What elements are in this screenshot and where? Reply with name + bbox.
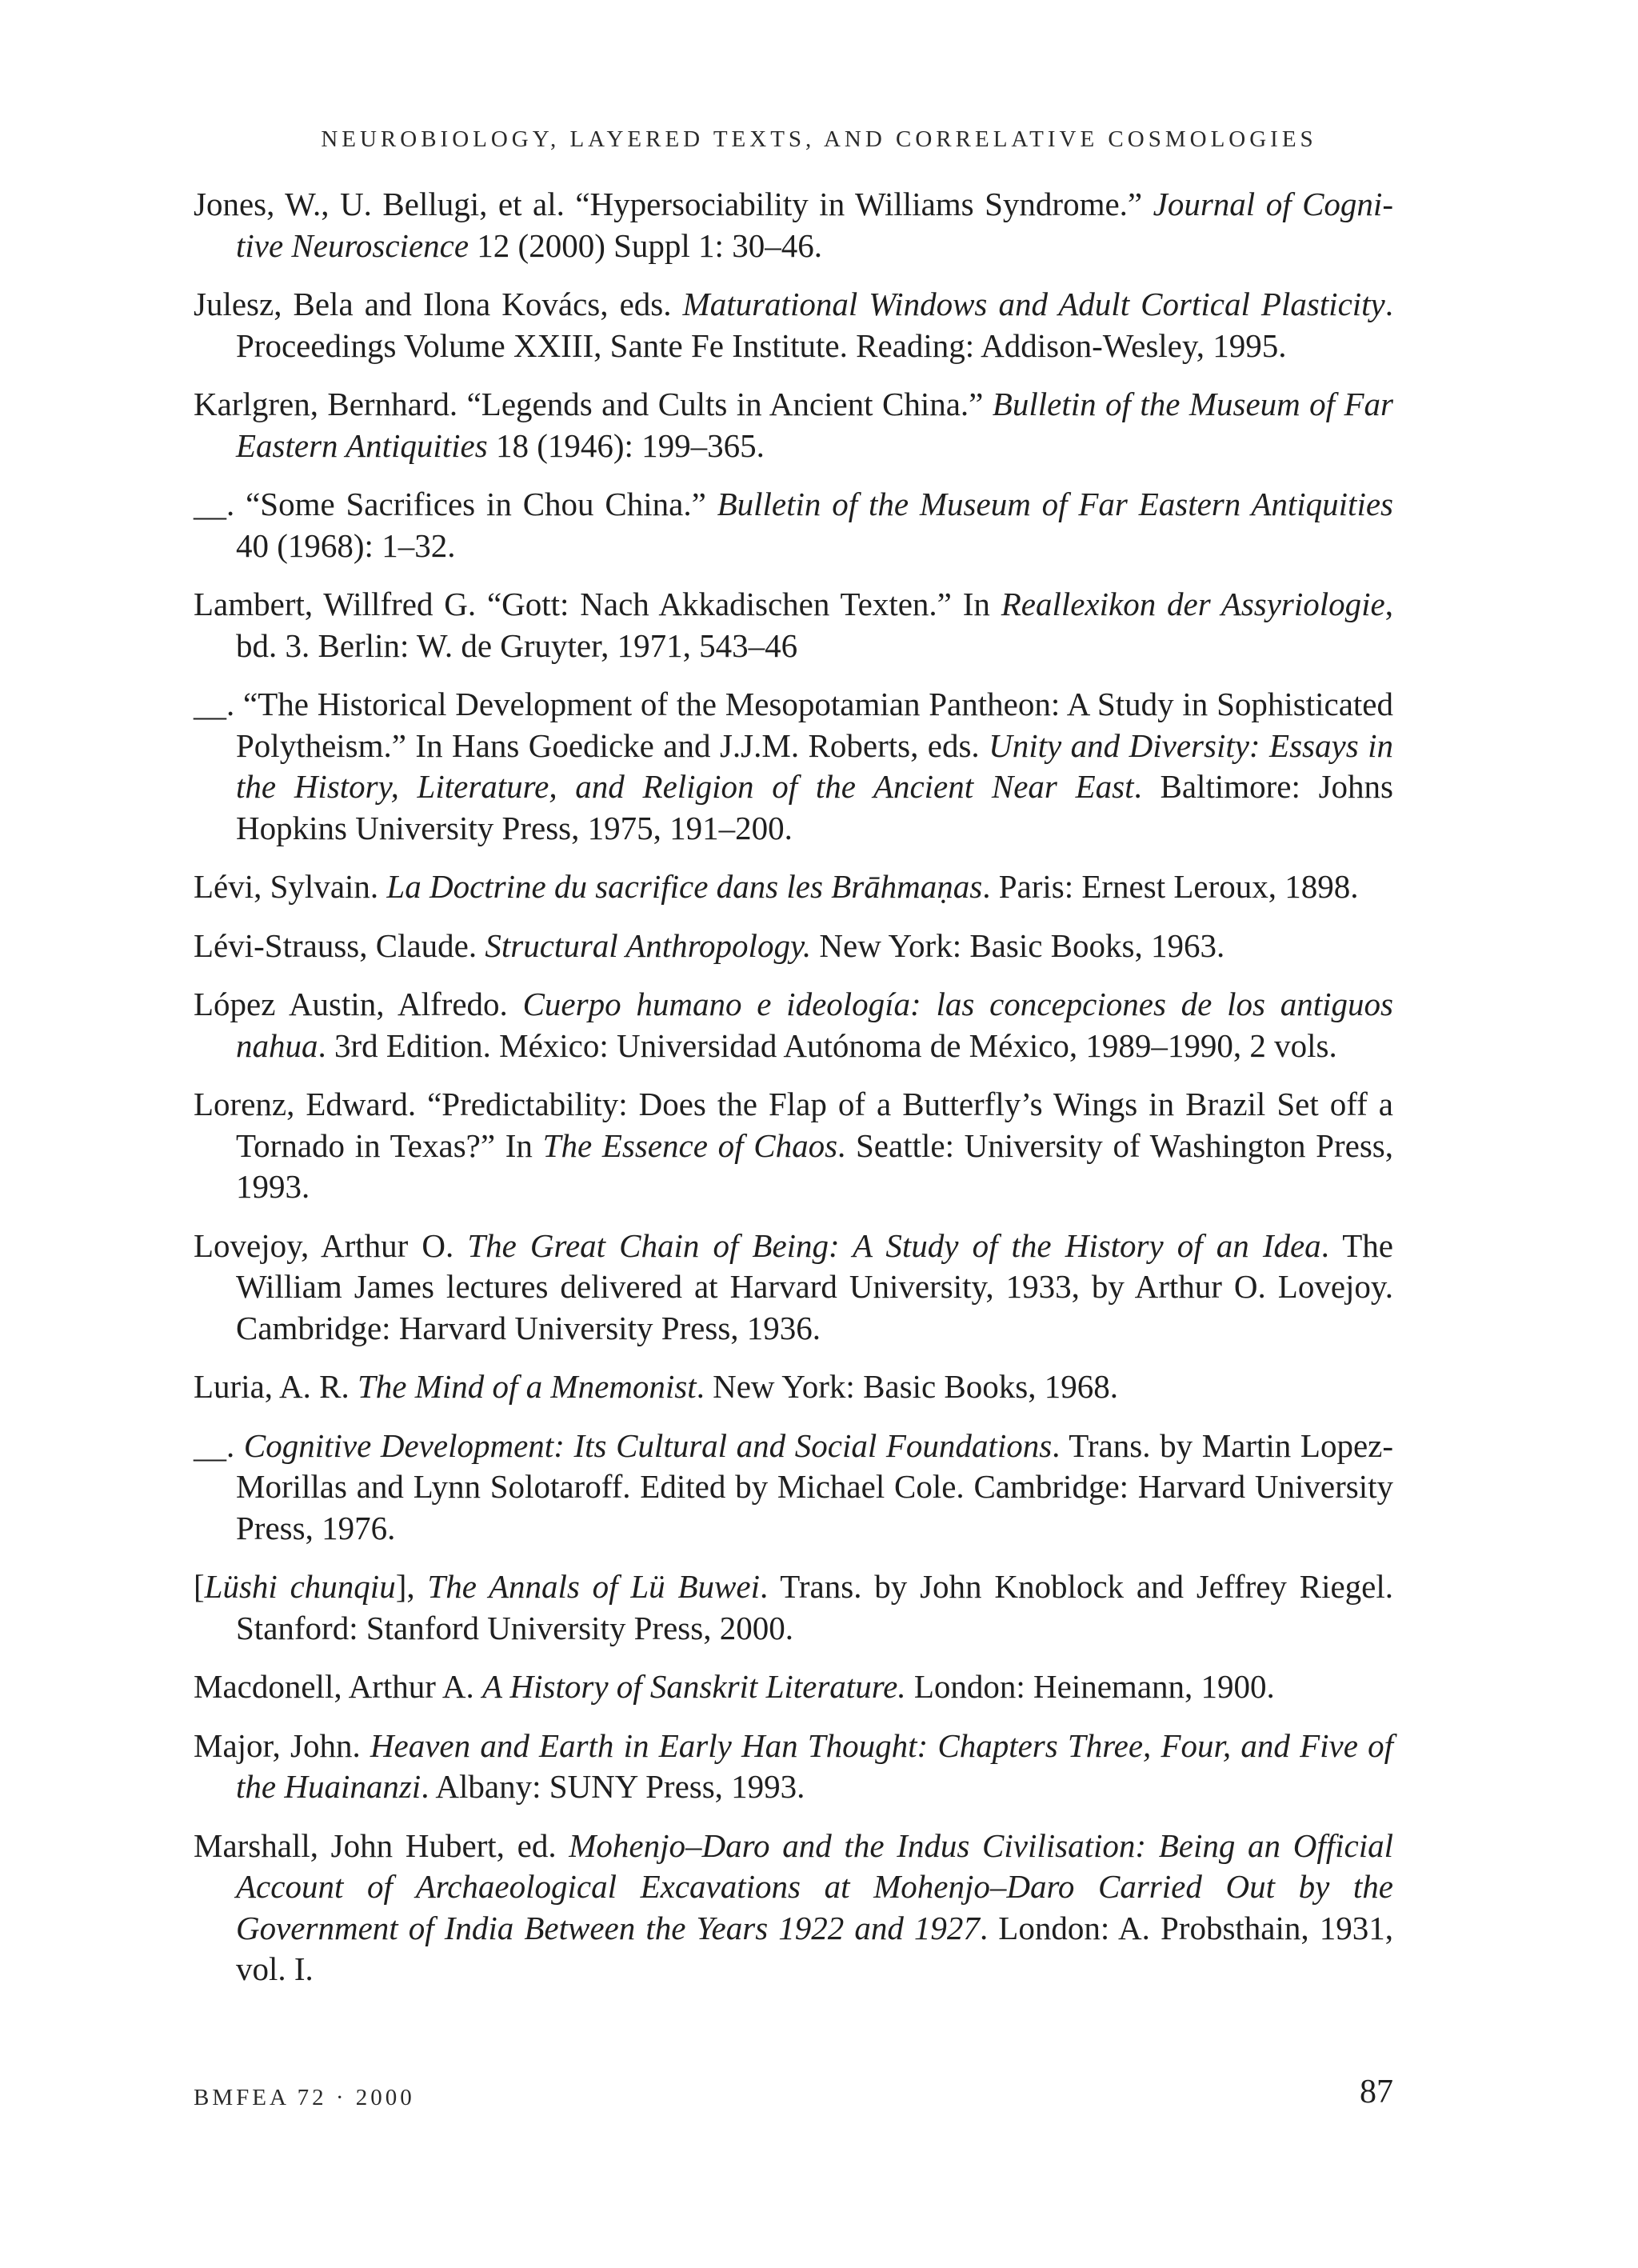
- entry-title-italic: Journal of Cognitive Neuroscience: [236, 186, 1393, 264]
- entry-title-italic: La Doctrine du sacrifice dans les Brāhmaṇas: [386, 868, 983, 905]
- entry-text: [: [194, 1568, 205, 1605]
- bibliography-entry: [194, 584, 1393, 666]
- entry-text: . The William James lectures delivered at Harvard University, 1933, by Arthur O. Lovejoy. Cambridge: Harvard University Press, 1936.: [236, 1226, 1393, 1346]
- bibliography-entry: [194, 1826, 1393, 1990]
- journal-footer: BMFEA 72 · 2000: [194, 2085, 415, 2110]
- bibliography-entry: [194, 184, 1393, 266]
- entry-text: Lévi-Strauss, Claude.: [194, 926, 485, 964]
- entry-text: New York: Basic Books, 1963.: [811, 926, 1225, 964]
- running-head: NEUROBIOLOGY, LAYERED TEXTS, AND CORRELATIVE COSMOLOGIES: [321, 126, 1317, 152]
- entry-text: __. “The Historical Development of the Mesopotamian Pantheon: A Study in Sophisticated Polytheism.” In Hans Goedicke and J.J.M. Roberts, eds.: [194, 686, 1393, 764]
- entry-text: Karlgren, Bernhard. “Legends and Cults in Ancient China.”: [194, 386, 993, 422]
- bibliography-entry: [194, 1666, 1393, 1708]
- entry-text: London: Heinemann, 1900.: [905, 1668, 1275, 1705]
- entry-title-italic: Bulletin of the Museum of Far Eastern Antiquities: [236, 386, 1393, 464]
- entry-text: . Proceedings Volume XXIII, Sante Fe Institute. Reading: Addison-Wesley, 1995.: [236, 286, 1393, 364]
- entry-title-italic: Reallexikon der Assyriologie: [1001, 586, 1385, 622]
- bibliography-entry: [194, 384, 1393, 466]
- entry-text: __. “Some Sacrifices in Chou China.”: [194, 486, 717, 522]
- entry-text: . Paris: Ernest Leroux, 1898.: [982, 868, 1359, 905]
- entry-text: . Seattle: University of Washington Press, 1993.: [236, 1126, 1393, 1205]
- entry-text: . Trans. by Martin Lopez-Morillas and Lynn Solotaroff. Edited by Michael Cole. Cambridge: Harvard University Press, 1976.: [236, 1426, 1393, 1546]
- bibliography-entry: [194, 484, 1393, 566]
- entry-text: 18 (1946): 199–365.: [487, 426, 765, 464]
- entry-title-italic: Structural Anthropology.: [485, 926, 812, 964]
- bibliography-entry: [194, 984, 1393, 1066]
- bibliography-entry: [194, 684, 1393, 849]
- bibliography-entry: [194, 1084, 1393, 1208]
- entry-text: Marshall, John Hubert, ed.: [194, 1826, 569, 1864]
- bibliography-entry: [194, 1566, 1393, 1649]
- bibliography-entry: [194, 1726, 1393, 1808]
- entry-title-italic: The Great Chain of Being: A Study of the History of an Idea: [467, 1226, 1321, 1264]
- entry-text: ],: [395, 1568, 428, 1605]
- bibliography-entry: [194, 1226, 1393, 1350]
- entry-title-italic: The Mind of a Mnemonist: [357, 1368, 697, 1405]
- bibliography-list: [194, 184, 1393, 2008]
- entry-text: . Trans. by John Knoblock and Jeffrey Riegel. Stanford: Stanford University Press, 2000.: [236, 1568, 1393, 1646]
- entry-title-italic: The Annals of Lü Buwei: [427, 1568, 760, 1605]
- entry-title-italic: Unity and Diversity: Essays in the History, Literature, and Religion of the Ancient Near East: [236, 726, 1393, 805]
- bibliography-entry: [194, 1366, 1393, 1408]
- entry-title-italic: Mohenjo–Daro and the Indus Civilisation: Being an Official Account of Archaeological Excavations at Mohenjo–Daro Carried Out by the Government of India Between the Years 1922 and 1927: [236, 1826, 1393, 1946]
- bibliography-entry: [194, 866, 1393, 908]
- entry-text: Lorenz, Edward. “Predictability: Does the Flap of a Butterfly’s Wings in Brazil Set off a Tornado in Texas?” In: [194, 1086, 1393, 1164]
- entry-text: . Baltimore: Johns Hopkins University Press, 1975, 191–200.: [236, 768, 1394, 846]
- entry-text: . New York: Basic Books, 1968.: [696, 1368, 1118, 1405]
- page-number: 87: [1360, 2074, 1393, 2110]
- entry-text: Julesz, Bela and Ilona Kovács, eds.: [194, 286, 683, 322]
- entry-text: Lévi, Sylvain.: [194, 868, 387, 905]
- entry-title-italic: Cuerpo humano e ideología: las concepciones de los antiguos nahua: [236, 986, 1393, 1064]
- entry-title-italic: Maturational Windows and Adult Cortical Plasticity: [682, 286, 1385, 322]
- entry-text: , bd. 3. Berlin: W. de Gruyter, 1971, 543–46: [236, 586, 1394, 664]
- entry-title-italic: Cognitive Development: Its Cultural and Social Foundations: [243, 1426, 1053, 1464]
- entry-text: Luria, A. R.: [194, 1368, 358, 1405]
- entry-title-italic: Bulletin of the Museum of Far Eastern Antiquities: [717, 486, 1393, 522]
- entry-title-italic: The Essence of Chaos: [542, 1126, 838, 1164]
- entry-title-italic: A History of Sanskrit Literature.: [481, 1668, 906, 1705]
- entry-text: Jones, W., U. Bellugi, et al. “Hypersociability in Williams Syndrome.”: [194, 186, 1153, 222]
- bibliography-entry: [194, 926, 1393, 967]
- entry-text: 40 (1968): 1–32.: [236, 526, 456, 564]
- entry-title-italic: Heaven and Earth in Early Han Thought: Chapters Three, Four, and Five of the Huainanzi: [236, 1726, 1394, 1805]
- entry-text: Macdonell, Arthur A.: [194, 1668, 482, 1705]
- entry-text: 12 (2000) Suppl 1: 30–46.: [469, 226, 822, 264]
- entry-text: Lovejoy, Arthur O.: [194, 1226, 468, 1264]
- entry-text: Lambert, Willfred G. “Gott: Nach Akkadischen Texten.” In: [194, 586, 1001, 622]
- entry-text: . 3rd Edition. México: Universidad Autónoma de México, 1989–1990, 2 vols.: [318, 1026, 1337, 1064]
- entry-text: . Albany: SUNY Press, 1993.: [421, 1768, 805, 1805]
- entry-text: __.: [194, 1426, 244, 1464]
- entry-text: . London: A. Probsthain, 1931, vol. I.: [236, 1909, 1393, 1987]
- entry-text: López Austin, Alfredo.: [194, 986, 523, 1022]
- entry-title-italic: Lüshi chunqiu: [204, 1568, 396, 1605]
- bibliography-entry: [194, 1426, 1393, 1550]
- bibliography-entry: [194, 284, 1393, 366]
- entry-text: Major, John.: [194, 1726, 370, 1764]
